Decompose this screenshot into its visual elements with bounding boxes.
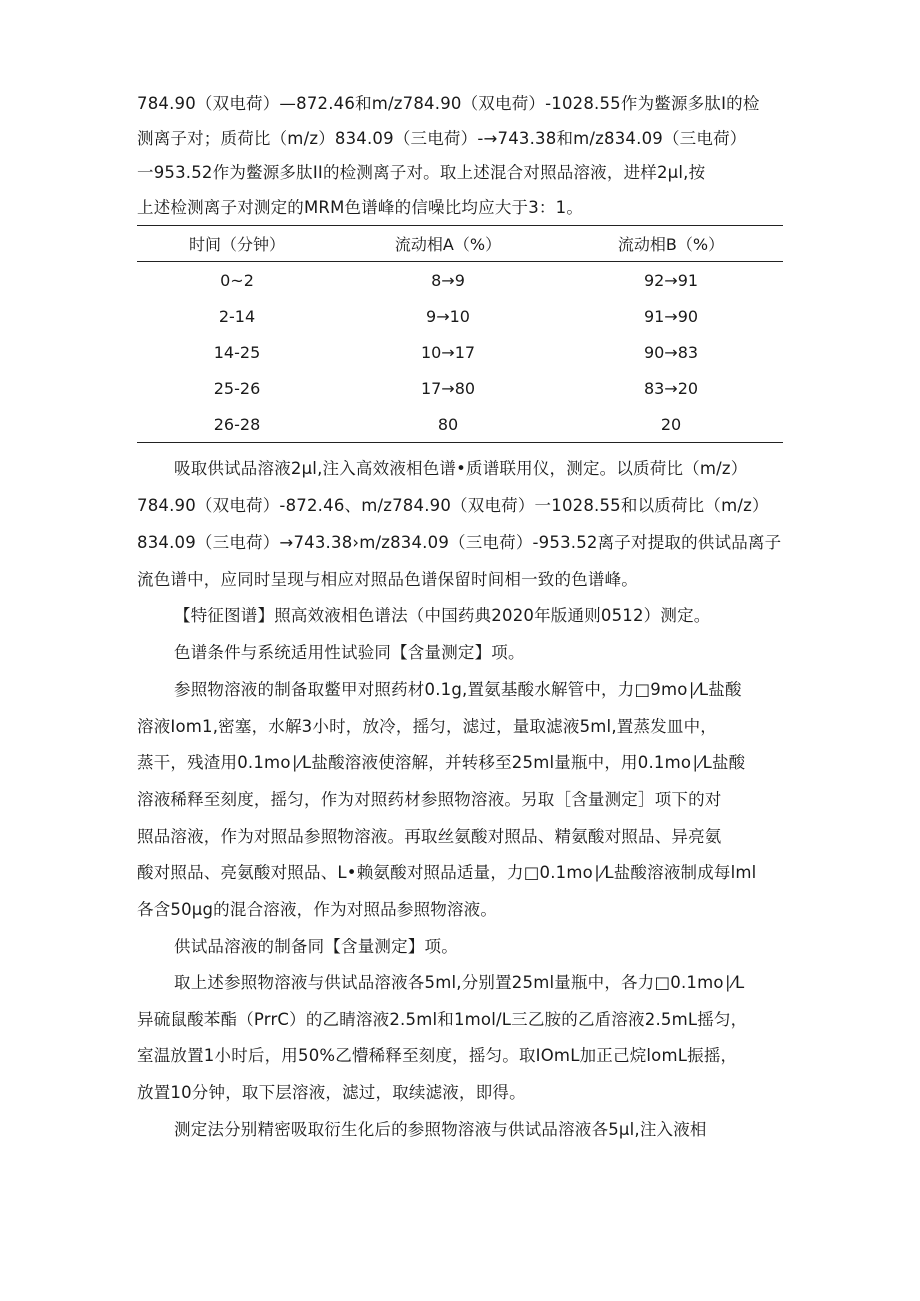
cell-phase-b: 91→90: [643, 306, 699, 326]
header-phase-b: 流动相B（%）: [559, 226, 783, 262]
intro-line: 测离子对；质荷比（m/z）834.09（三电荷）-→743.38和m/z834.09（三电荷）: [137, 129, 747, 148]
cell-phase-b: 20: [559, 406, 783, 443]
cell-phase-a: 17→80: [420, 378, 476, 398]
body-line: 取上述参照物溶液与供试品溶液各5ml,分别置25ml量瓶中，各力□0.1mo∣⁄L: [174, 973, 745, 992]
intro-line: 一953.52作为鳖源多肽II的检测离子对。取上述混合对照品溶液，进样2μl,按: [137, 163, 706, 182]
body-line: 784.90（双电荷）-872.46、m/z784.90（双电荷）一1028.55和以质荷比（m/z）: [137, 496, 769, 515]
body-line: 放置10分钟，取下层溶液，滤过，取续滤液，即得。: [137, 1083, 526, 1102]
cell-phase-a: 9→10: [426, 306, 470, 326]
body-line: 色谱条件与系统适用性试验同【含量测定】项。: [174, 643, 525, 662]
cell-phase-a: 8→9: [431, 270, 465, 290]
cell-time: 0~2: [220, 270, 254, 290]
table-header-row: [137, 226, 783, 262]
table-row: [137, 334, 783, 370]
cell-phase-b: 90→83: [643, 342, 699, 362]
body-line: 各含50μg的混合溶液，作为对照品参照物溶液。: [137, 900, 498, 919]
body-line: 流色谱中，应同时呈现与相应对照品色谱保留时间相一致的色谱峰。: [137, 570, 638, 589]
header-phase-a: 流动相A（%）: [337, 226, 559, 262]
body-line: 室温放置1小时后，用50%乙懵稀释至刻度，摇匀。取IOmL加正己烷lomL振摇，: [137, 1046, 738, 1065]
table-row: [137, 370, 783, 406]
table-row: [137, 262, 783, 299]
body-line: 溶液稀释至刻度，摇匀，作为对照药材参照物溶液。另取［含量测定］项下的对: [137, 790, 722, 809]
body-line: 吸取供试品溶液2μl,注入高效液相色谱•质谱联用仪，测定。以质荷比（m/z）: [174, 459, 748, 478]
cell-time: 26-28: [137, 406, 337, 443]
body-line: 酸对照品、亮氨酸对照品、L•赖氨酸对照品适量，力□0.1mo∣⁄L盐酸溶液制成每lml: [137, 863, 757, 882]
body-line: 照品溶液，作为对照品参照物溶液。再取丝氨酸对照品、精氨酸对照品、异亮氨: [137, 827, 722, 846]
cell-phase-a: 10→17: [420, 342, 476, 362]
intro-line: 784.90（双电荷）—872.46和m/z784.90（双电荷）-1028.55作为鳖源多肽I的检: [137, 94, 760, 113]
cell-phase-b: 92→91: [643, 270, 699, 290]
header-time: 时间（分钟）: [137, 226, 337, 262]
body-line: 834.09（三电荷）→743.38›m/z834.09（三电荷）-953.52离子对提取的供试品离子: [137, 533, 782, 552]
body-line: 溶液Iom1,密塞，水解3小时，放冷，摇匀，滤过，量取滤液5ml,置蒸发皿中，: [137, 717, 717, 736]
cell-time: 2-14: [218, 306, 256, 326]
body-line: 供试品溶液的制备同【含量测定】项。: [174, 937, 458, 956]
gradient-table: [137, 225, 783, 443]
intro-line: 上述检测离子对测定的MRM色谱峰的信噪比均应大于3：1。: [137, 198, 584, 217]
table-row: [137, 406, 783, 443]
table-row: [137, 298, 783, 334]
cell-time: 25-26: [213, 378, 261, 398]
body-line: 异硫鼠酸苯酯（PrrC）的乙睛溶液2.5ml和1mol/L三乙胺的乙盾溶液2.5mL摇匀，: [137, 1010, 748, 1029]
cell-phase-b: 83→20: [643, 378, 699, 398]
body-line: 【特征图谱】照高效液相色谱法（中国药典2020年版通则0512）测定。: [174, 606, 711, 625]
cell-phase-a: 80: [337, 406, 559, 443]
cell-time: 14-25: [213, 342, 261, 362]
body-line: 蒸干，残渣用0.1mo∣⁄L盐酸溶液使溶解，并转移至25ml量瓶中，用0.1mo∣⁄L盐酸: [137, 753, 746, 772]
body-line: 测定法分别精密吸取衍生化后的参照物溶液与供试品溶液各5μl,注入液相: [174, 1120, 707, 1139]
body-line: 参照物溶液的制备取鳖甲对照药材0.1g,置氨基酸水解管中，力□9mo∣⁄L盐酸: [174, 680, 742, 699]
